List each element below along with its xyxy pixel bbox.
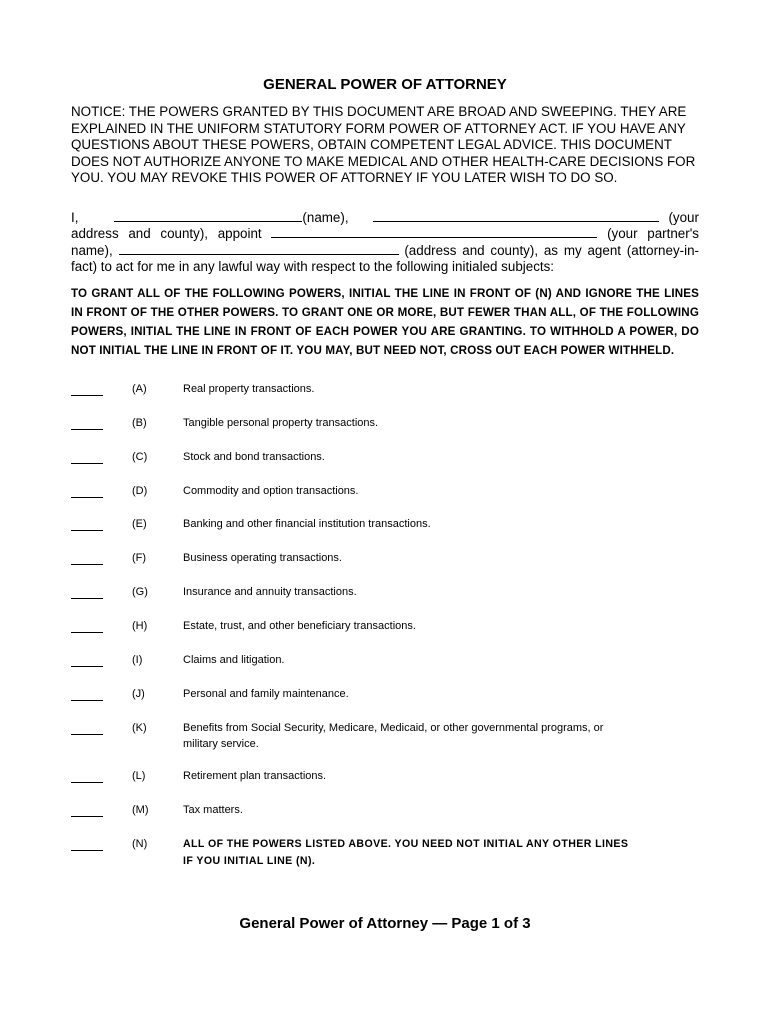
partner-label: (your partner's name), [71,226,699,258]
address-label: (your address and county), appoint [71,210,699,242]
principal-name-blank[interactable] [114,210,302,222]
power-code: (D) [132,485,148,497]
power-item [71,417,691,447]
initial-line[interactable] [71,564,103,565]
initial-line[interactable] [71,734,103,735]
power-description: Claims and litigation. [183,654,285,666]
page-footer: General Power of Attorney — Page 1 of 3 [239,915,531,932]
intro-i: I, [71,210,79,225]
initial-line[interactable] [71,782,103,783]
partner-name-blank[interactable] [271,226,597,238]
power-item [71,383,691,413]
instructions-paragraph: TO GRANT ALL OF THE FOLLOWING POWERS, INITIAL THE LINE IN FRONT OF (N) AND IGNORE THE LINES IN FRONT OF THE OTHER POWERS. TO GRANT ONE OR MORE, BUT FEWER THAN ALL, OF THE FOLLOWING POWERS, INITIAL THE LINE IN FRONT OF EACH POWER YOU ARE GRANTING. TO WITHHOLD A POWER, DO NOT INITIAL THE LINE IN FRONT OF IT. YOU MAY, BUT NEED NOT, CROSS OUT EACH POWER WITHHELD. [71,287,699,357]
initial-line[interactable] [71,530,103,531]
power-item [71,804,691,834]
power-code: (K) [132,722,147,734]
power-description: Insurance and annuity transactions. [183,586,357,598]
power-item [71,722,691,752]
power-code: (F) [132,552,147,564]
power-description: Banking and other financial institution transactions. [183,518,431,530]
initial-line[interactable] [71,700,103,701]
name-label: (name), [302,210,349,225]
power-description: Tax matters. [183,804,243,816]
power-code: (L) [132,770,146,782]
power-code: (N) [132,838,148,850]
power-item [71,688,691,718]
power-item [71,586,691,616]
initial-line[interactable] [71,666,103,667]
notice-paragraph: NOTICE: THE POWERS GRANTED BY THIS DOCUMENT ARE BROAD AND SWEEPING. THEY ARE EXPLAINED IN THE UNIFORM STATUTORY FORM POWER OF ATTORNEY ACT. IF YOU HAVE ANY QUESTIONS ABOUT THESE POWERS, OBTAIN COMPETENT LEGAL ADVICE. THIS DOCUMENT DOES NOT AUTHORIZE ANYONE TO MAKE MEDICAL AND OTHER HEALTH-CARE DECISIONS FOR YOU. YOU MAY REVOKE THIS POWER OF ATTORNEY IF YOU LATER WISH TO DO SO. [71,104,696,186]
power-item [71,552,691,582]
power-code: (J) [132,688,145,700]
power-code: (I) [132,654,143,666]
power-description: Commodity and option transactions. [183,485,359,497]
agent-address-blank[interactable] [119,243,399,255]
initial-line[interactable] [71,816,103,817]
initial-line[interactable] [71,395,103,396]
power-code: (M) [132,804,149,816]
document-title: GENERAL POWER OF ATTORNEY [263,76,507,93]
power-code: (H) [132,620,148,632]
power-item [71,518,691,548]
power-description: Benefits from Social Security, Medicare, Medicaid, or other governmental programs, or military service. [183,722,604,750]
power-item [71,770,691,800]
power-description: Estate, trust, and other beneficiary transactions. [183,620,416,632]
power-code: (E) [132,518,147,530]
power-description: Real property transactions. [183,383,315,395]
power-description: Retirement plan transactions. [183,770,327,782]
principal-address-blank[interactable] [373,210,659,222]
power-code: (B) [132,417,147,429]
power-code: (C) [132,451,148,463]
power-item [71,654,691,684]
power-item [71,485,691,515]
initial-line[interactable] [71,429,103,430]
initial-line[interactable] [71,497,103,498]
initial-line[interactable] [71,632,103,633]
power-item [71,451,691,481]
power-description: Stock and bond transactions. [183,451,325,463]
power-description: Personal and family maintenance. [183,688,349,700]
power-code: (G) [132,586,148,598]
power-item [71,620,691,650]
power-description: Business operating transactions. [183,552,342,564]
intro-paragraph [71,210,699,276]
initial-line[interactable] [71,463,103,464]
power-description: ALL OF THE POWERS LISTED ABOVE. YOU NEED NOT INITIAL ANY OTHER LINES IF YOU INITIAL LINE (N). [183,838,629,867]
power-description: Tangible personal property transactions. [183,417,379,429]
agent-label: (address and county), as my agent (attorney-in-fact) to act for me in any lawful way with respect to the following initialed subjects: [71,242,699,275]
initial-line[interactable] [71,850,103,851]
power-code: (A) [132,383,147,395]
power-item [71,838,691,868]
initial-line[interactable] [71,598,103,599]
